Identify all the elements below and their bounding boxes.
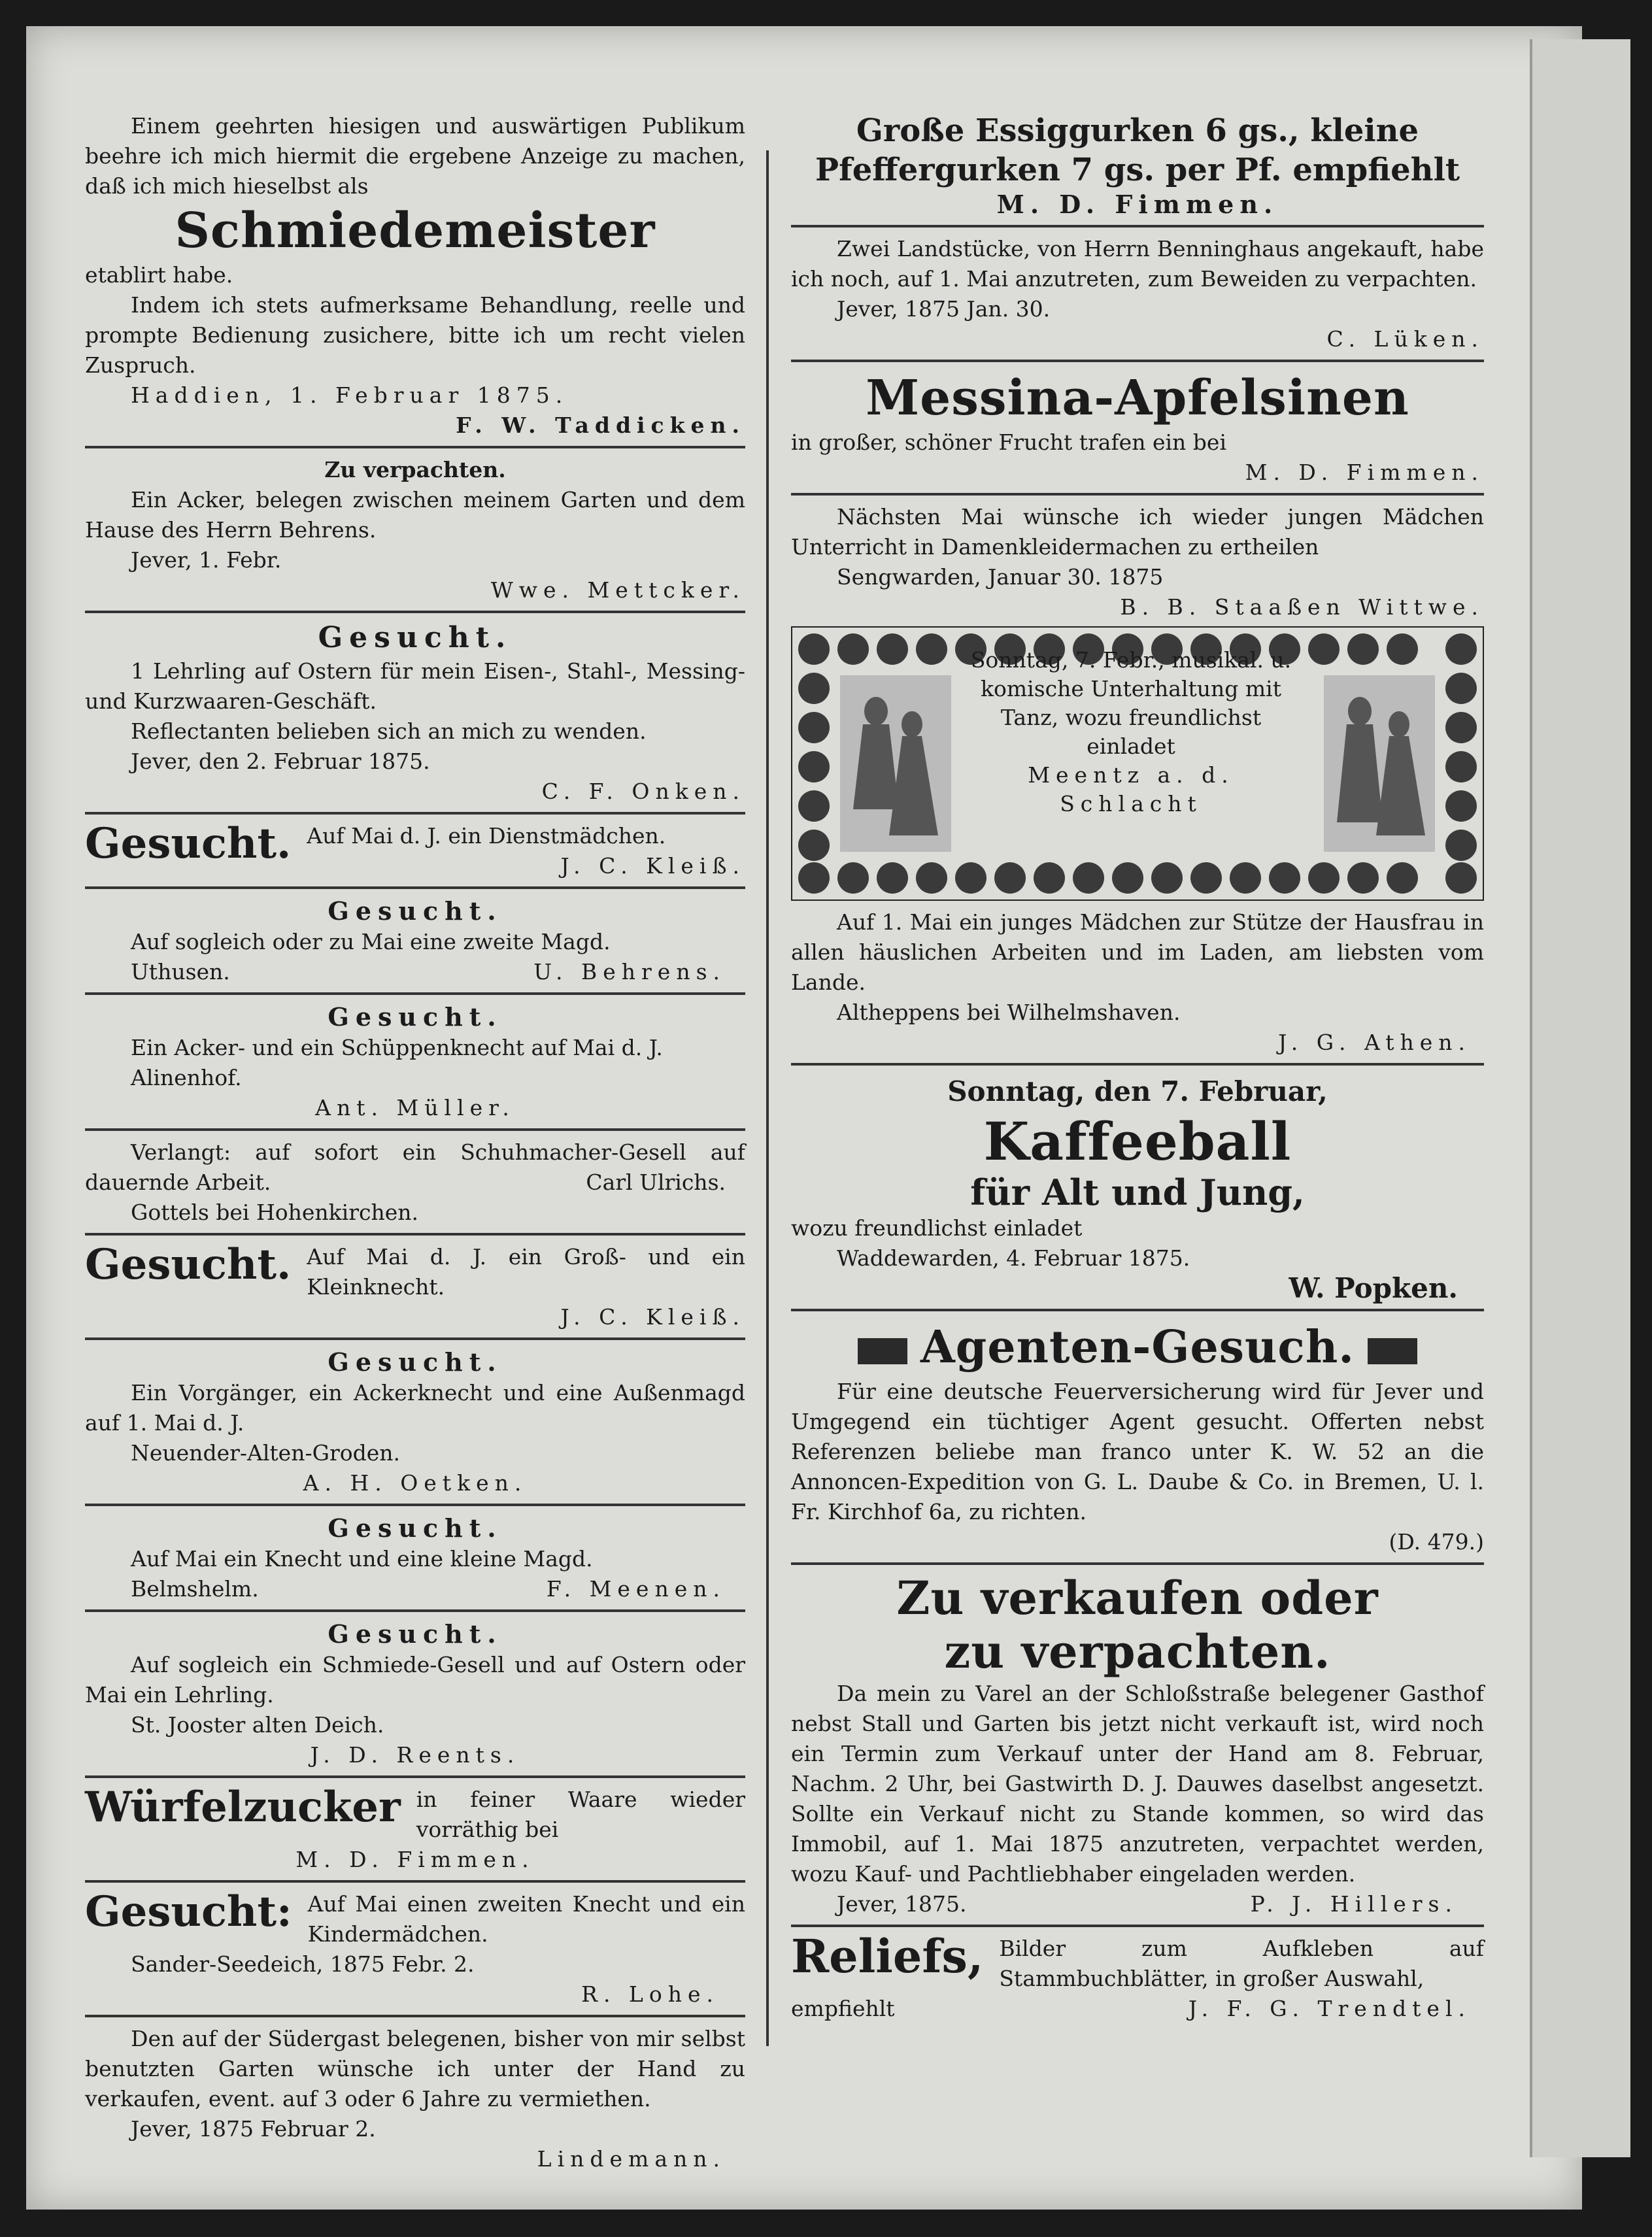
ad-title: Gesucht.	[328, 1619, 503, 1649]
ad-headline: Würfelzucker	[85, 1783, 401, 1832]
ad-separator	[791, 493, 1484, 496]
ad-text: Sonntag, 7. Febr., musikal. u. komische Unterhaltung mit Tanz, wozu freundlichst einladet	[970, 647, 1292, 759]
ad-gesucht-knecht	[85, 1001, 745, 1123]
ad-text: Auf sogleich oder zu Mai eine zweite Magd.	[131, 929, 611, 954]
ad-footer	[85, 957, 745, 987]
ad-text: Ein Acker, belegen zwischen meinem Garten und dem Hause des Herrn Behrens.	[85, 487, 745, 543]
ad-text: Da mein zu Varel an der Schloßstraße belegener Gasthof nebst Stall und Garten bis jetzt nicht verkauft ist, wird noch ein Termin zum Verkauf unter der Hand am 8. Februar, Nachm. 2 Uhr, bei Gastwirth D. J. Dauwes daselbst angesetzt. Sollte ein Verkauf nicht zu Stande kommen, so wird das Immobil, auf 1. Mai 1875 anzutreten, verpachtet werden, wozu Kauf- und Pachtliebhaber eingeladen werden.	[791, 1681, 1484, 1887]
column-divider	[766, 150, 769, 2046]
page-edge	[1530, 39, 1630, 2157]
ad-signature: J. C. Kleiß.	[560, 853, 745, 879]
ad-wuerfelzucker	[85, 1785, 745, 1845]
ad-text: Indem ich stets aufmerksame Behandlung, reelle und prompte Bedienung zusichere, bitte ich um recht vielen Zuspruch.	[85, 292, 745, 378]
ad-signature: Ant. Müller.	[315, 1095, 515, 1120]
ad-headline: Kaffeeball	[983, 1111, 1292, 1172]
ad-text: Für eine deutsche Feuerversicherung wird für Jever und Umgegend ein tüchtiger Agent gesucht. Offerten nebst Referenzen beliebe man franco unter K. W. 52 an die Annoncen-Expedition von G. L. Daube & Co. in Bremen, U. l. Fr. Kirchhof 6a, zu richten.	[791, 1379, 1484, 1524]
ad-verlangt	[85, 1137, 745, 1228]
ad-headline: Schmiedemeister	[175, 203, 656, 259]
ad-signature: B. B. Staaßen Wittwe.	[1120, 594, 1484, 620]
ad-text: Bilder zum Aufkleben auf Stammbuchblätter, in großer Auswahl,	[999, 1936, 1484, 1991]
ad-text: Auf Mai ein Knecht und eine kleine Magd.	[131, 1546, 593, 1572]
ad-footer	[85, 1574, 745, 1604]
ad-gesucht-lehrling	[85, 620, 745, 807]
ad-headline: Agenten-Gesuch.	[920, 1321, 1355, 1373]
ad-signature: J. F. G. Trendtel.	[1188, 1996, 1471, 2021]
ad-separator	[85, 1504, 745, 1506]
ad-headline: Gesucht:	[85, 1887, 292, 1936]
ad-place-date: Jever, 1875 Februar 2.	[131, 2116, 376, 2142]
ad-text: Den auf der Südergast belegenen, bisher von mir selbst benutzten Garten wünsche ich unter der Hand zu verkaufen, event. auf 3 oder 6 Jahre zu vermiethen.	[85, 2026, 745, 2111]
right-column	[791, 111, 1484, 2024]
ad-text: Ein Acker- und ein Schüppenknecht auf Mai d. J.	[131, 1035, 663, 1060]
ad-garten	[85, 2024, 745, 2174]
frame-text	[961, 646, 1301, 818]
ad-headline: zu verpachten.	[944, 1624, 1331, 1679]
ad-zu-verpachten	[85, 455, 745, 605]
ad-signature: F. W. Taddicken.	[456, 412, 745, 438]
ad-signature: F. Meenen.	[546, 1576, 726, 1602]
ad-text: Auf Mai d. J. ein Dienstmädchen.	[307, 823, 666, 849]
ad-separator	[85, 1775, 745, 1778]
ad-reliefs	[791, 1929, 1484, 1994]
ad-signature: Lindemann.	[537, 2146, 726, 2172]
ad-text: Sonntag, den 7. Februar,	[947, 1075, 1328, 1107]
ad-signature: M. D. Fimmen.	[996, 190, 1279, 219]
ad-text: Auf 1. Mai ein junges Mädchen zur Stütze der Hausfrau in allen häuslichen Arbeiten und im Laden, am liebsten vom Lande.	[791, 909, 1484, 995]
ad-separator	[791, 1309, 1484, 1311]
ad-title: Gesucht.	[328, 1347, 503, 1377]
ad-signature: M. D. Fimmen.	[1245, 460, 1484, 485]
dancers-left-illustration	[840, 675, 951, 852]
ad-apfelsinen	[791, 369, 1484, 488]
ad-text: in feiner Waare wieder vorräthig bei	[416, 1787, 745, 1842]
ad-signature: C. F. Onken.	[541, 779, 745, 804]
ad-place-date: Jever, den 2. Februar 1875.	[131, 748, 430, 774]
ad-signature: J. D. Reents.	[310, 1742, 520, 1768]
dancers-right-illustration	[1324, 675, 1435, 852]
ad-separator	[791, 1063, 1484, 1066]
ad-unterhaltung	[791, 626, 1484, 901]
ad-signature: A. H. Oetken.	[303, 1470, 528, 1496]
ad-headline: Große Essiggurken 6 gs., kleine	[856, 112, 1419, 149]
ad-signature: Meentz a. d. Schlacht	[1028, 762, 1234, 816]
ad-separator	[791, 225, 1484, 227]
ad-signature: M. D. Fimmen.	[295, 1847, 535, 1872]
ad-headline: Gesucht.	[85, 1240, 292, 1289]
ad-separator	[85, 611, 745, 613]
ad-place-date: Waddewarden, 4. Februar 1875.	[837, 1245, 1190, 1271]
ad-body	[307, 821, 745, 881]
ad-text: 1 Lehrling auf Ostern für mein Eisen-, Stahl-, Messing- und Kurzwaaren-Geschäft.	[85, 658, 745, 714]
ad-signature: Carl Ulrichs.	[586, 1169, 726, 1195]
ad-text: Auf Mai einen zweiten Knecht und ein Kindermädchen.	[307, 1891, 745, 1947]
ad-separator	[791, 1925, 1484, 1927]
ad-text: wozu freundlichst einladet	[791, 1215, 1083, 1241]
ad-text: Einem geehrten hiesigen und auswärtigen Publikum beehre ich mich hiermit die ergebene Anzeige zu machen, daß ich mich hieselbst als	[85, 113, 745, 199]
ad-gesucht-dienstmaedchen	[85, 821, 745, 881]
ad-headline: Reliefs,	[791, 1929, 984, 1983]
ad-separator	[85, 886, 745, 889]
ad-headline: Zu verkaufen oder	[896, 1571, 1379, 1625]
ornament-right-icon	[1368, 1338, 1417, 1364]
ad-title: Gesucht.	[328, 896, 503, 926]
ad-text: Zwei Landstücke, von Herrn Benninghaus angekauft, habe ich noch, auf 1. Mai anzutreten, zum Beweiden zu verpachten.	[791, 236, 1484, 292]
ad-kaffeeball	[791, 1072, 1484, 1304]
ad-separator	[85, 446, 745, 448]
left-column	[85, 111, 745, 2174]
ad-place: St. Jooster alten Deich.	[131, 1712, 384, 1738]
ad-separator	[85, 1233, 745, 1236]
ad-text: Auf sogleich ein Schmiede-Gesell und auf Ostern oder Mai ein Lehrling.	[85, 1652, 745, 1707]
ad-agenten-gesuch	[791, 1318, 1484, 1557]
ad-text: in großer, schöner Frucht trafen ein bei	[791, 429, 1226, 455]
ad-verkaufen	[791, 1572, 1484, 1919]
ad-text: Verlangt: auf sofort ein Schuhmacher-Gesell auf dauernde Arbeit.	[85, 1139, 745, 1195]
ad-footer	[791, 1994, 1484, 2024]
ad-signature: U. Behrens.	[533, 959, 726, 984]
ad-headline: Pfeffergurken 7 gs. per Pf. empfiehlt	[815, 152, 1460, 188]
ad-text: etablirt habe.	[85, 262, 233, 288]
ad-gesucht-schmiedegesell	[85, 1619, 745, 1770]
ad-separator	[791, 360, 1484, 362]
ad-signature: J. G. Athen.	[1278, 1030, 1471, 1055]
ad-place-date: Jever, 1875.	[837, 1891, 967, 1917]
ad-body	[308, 1889, 745, 1949]
ad-place-date: Haddien, 1. Februar 1875.	[131, 382, 569, 408]
ad-place-date: Sengwarden, Januar 30. 1875	[837, 564, 1164, 590]
ad-place-date: Jever, 1875 Jan. 30.	[837, 296, 1051, 322]
ad-place-date: Jever, 1. Febr.	[131, 547, 282, 573]
ad-signature: P. J. Hillers.	[1250, 1891, 1458, 1917]
ad-landstuecke	[791, 234, 1484, 354]
ad-reference: (D. 479.)	[1389, 1529, 1484, 1555]
ad-separator	[85, 992, 745, 995]
ad-text: Nächsten Mai wünsche ich wieder jungen Mädchen Unterricht in Damenkleidermachen zu ertheilen	[791, 504, 1484, 560]
ad-title: Zu verpachten.	[324, 457, 506, 482]
ad-text: Auf Mai d. J. ein Groß- und ein Kleinknecht.	[307, 1244, 745, 1300]
ad-text: empfiehlt	[791, 1996, 895, 2021]
ad-footer	[791, 1889, 1484, 1919]
ad-place: Gottels bei Hohenkirchen.	[131, 1200, 418, 1225]
ad-place: Uthusen.	[131, 959, 230, 984]
ad-gesucht-vorgaenger	[85, 1347, 745, 1498]
ad-text: Ein Vorgänger, ein Ackerknecht und eine Außenmagd auf 1. Mai d. J.	[85, 1380, 745, 1436]
ad-title: Gesucht.	[328, 1002, 503, 1032]
ad-title: Gesucht.	[328, 1513, 503, 1543]
ad-separator	[85, 1880, 745, 1883]
ad-gesucht-kleine-magd	[85, 1513, 745, 1604]
ornament-left-icon	[858, 1338, 907, 1364]
ad-separator	[85, 1128, 745, 1131]
ad-gesucht-kindermaedchen	[85, 1889, 745, 1949]
ad-gesucht-grossknecht	[85, 1242, 745, 1332]
ad-place: Belmshelm.	[131, 1576, 259, 1602]
ad-gesucht-magd	[85, 896, 745, 987]
ad-separator	[85, 812, 745, 815]
ad-damenkleider	[791, 502, 1484, 622]
ad-headline: Messina-Apfelsinen	[866, 370, 1409, 426]
ad-essiggurken	[791, 111, 1484, 220]
ad-signature: W. Popken.	[1289, 1272, 1458, 1304]
ad-body	[999, 1934, 1484, 1994]
ad-place: Alinenhof.	[131, 1065, 242, 1090]
ad-separator	[791, 1562, 1484, 1565]
ad-headline-row	[791, 1318, 1484, 1377]
ad-place-date: Sander-Seedeich, 1875 Febr. 2.	[131, 1951, 475, 1977]
ad-place: Altheppens bei Wilhelmshaven.	[837, 1000, 1181, 1025]
ad-signature: Wwe. Mettcker.	[490, 577, 745, 603]
ad-separator	[85, 1609, 745, 1612]
ad-signature: J. C. Kleiß.	[560, 1304, 745, 1330]
ad-headline: Gesucht.	[85, 819, 292, 868]
ad-separator	[85, 1337, 745, 1340]
ad-text: Reflectanten belieben sich an mich zu wenden.	[131, 718, 647, 744]
ad-signature: C. Lüken.	[1326, 326, 1484, 352]
ad-separator	[85, 2015, 745, 2017]
ad-signature: R. Lohe.	[581, 1981, 719, 2007]
ad-junges-maedchen	[791, 907, 1484, 1058]
ad-body	[416, 1785, 745, 1845]
ad-title: Gesucht.	[318, 621, 513, 654]
ad-schmiedemeister	[85, 111, 745, 441]
ad-body	[307, 1242, 745, 1332]
ad-place: Neuender-Alten-Groden.	[131, 1440, 401, 1466]
ad-text: für Alt und Jung,	[970, 1171, 1305, 1213]
